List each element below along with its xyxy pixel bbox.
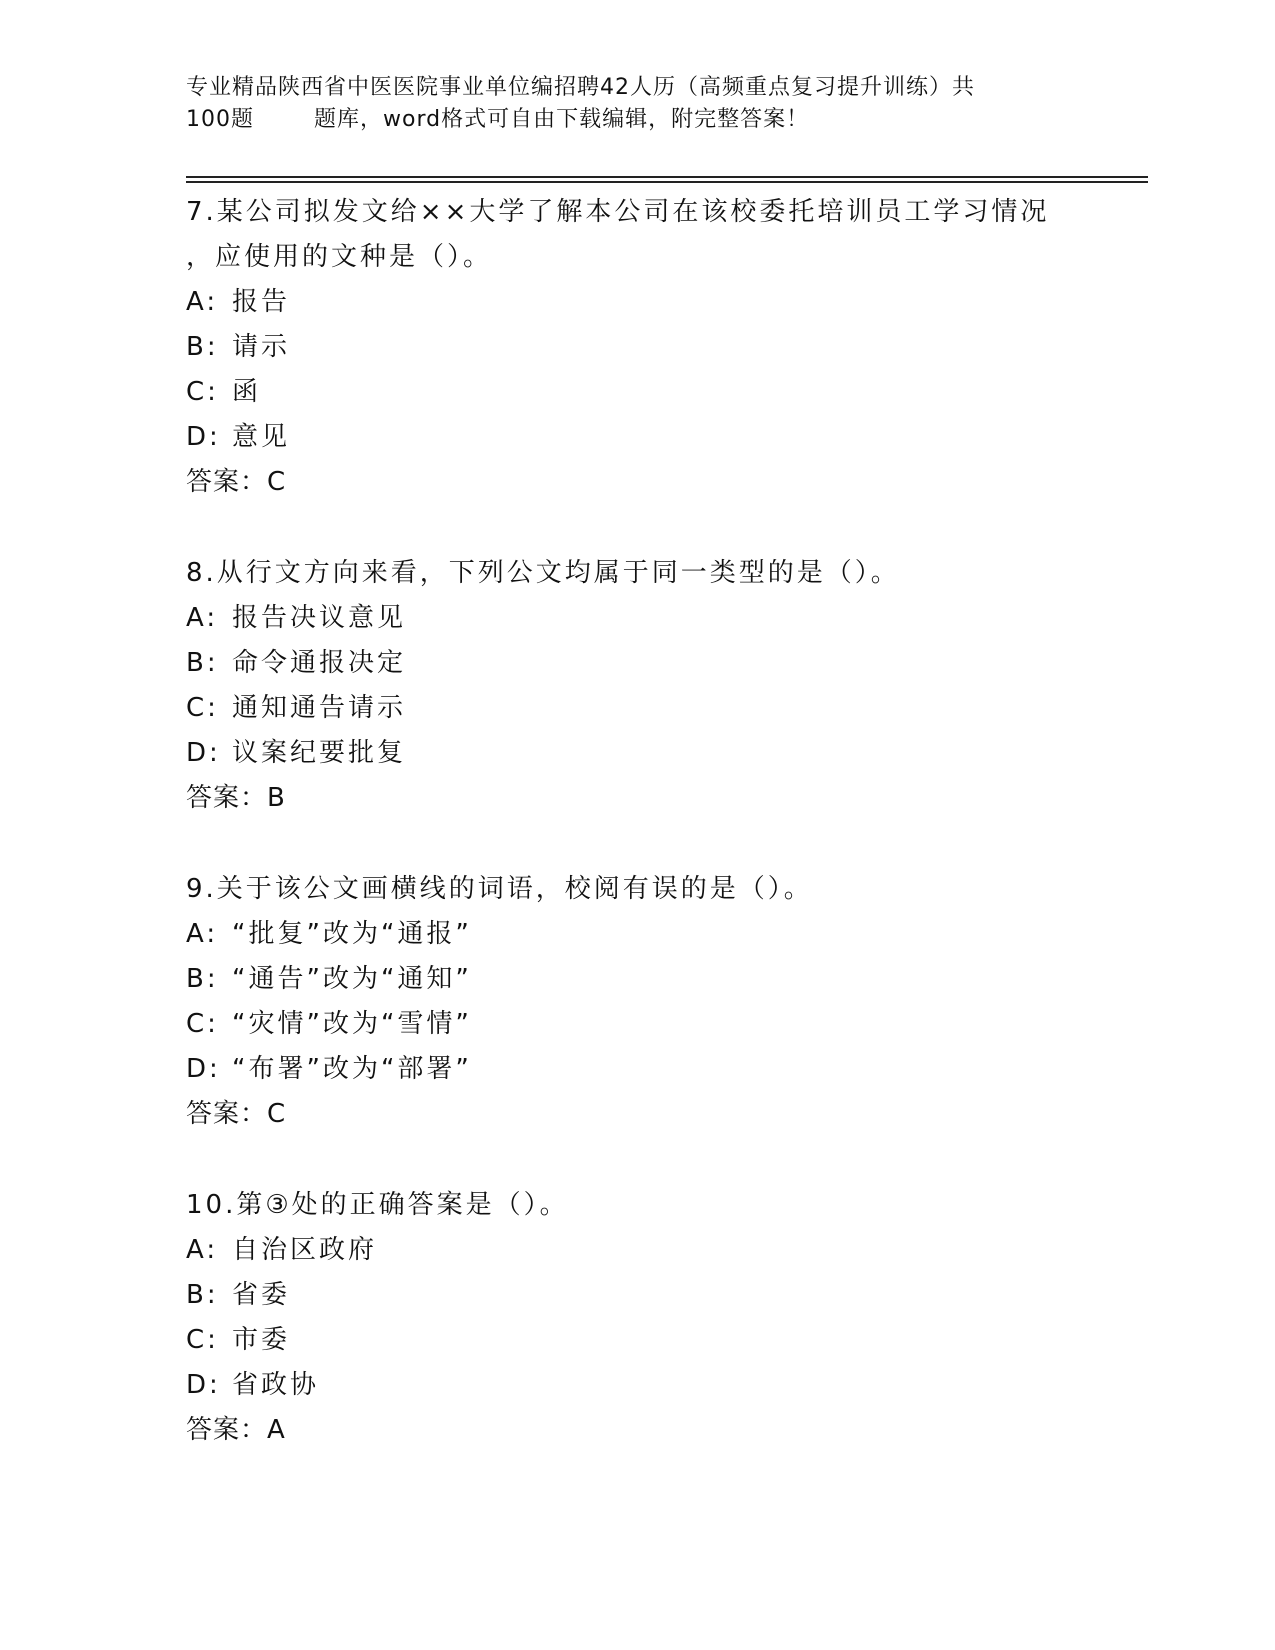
header-question-count: 100题 bbox=[186, 107, 254, 132]
header-divider-top bbox=[186, 176, 1148, 178]
option-text: “通告”改为“通知” bbox=[232, 964, 472, 994]
option-label: C: bbox=[186, 377, 219, 407]
question-title-line-1: 9.关于该公文画横线的词语，校阅有误的是（）。 bbox=[186, 874, 813, 904]
answer: 答案：C bbox=[186, 1099, 287, 1129]
option-c bbox=[186, 1002, 1146, 1047]
option-a bbox=[186, 1228, 1146, 1273]
option-label: D: bbox=[186, 738, 221, 768]
option-label: C: bbox=[186, 1009, 219, 1039]
option-c bbox=[186, 686, 1146, 731]
option-d bbox=[186, 415, 1146, 460]
option-label: A: bbox=[186, 603, 219, 633]
question-title-line-2: ，应使用的文种是（）。 bbox=[186, 242, 493, 272]
question-9 bbox=[186, 867, 1146, 1137]
option-label: A: bbox=[186, 287, 219, 317]
option-label: A: bbox=[186, 1235, 219, 1265]
option-d bbox=[186, 1047, 1146, 1092]
option-a bbox=[186, 912, 1146, 957]
option-label: B: bbox=[186, 1280, 219, 1310]
header-line-2 bbox=[186, 104, 1086, 136]
question-title-line-1: 10.第③处的正确答案是（）。 bbox=[186, 1190, 569, 1220]
option-text: 议案纪要批复 bbox=[232, 738, 407, 768]
question-title bbox=[186, 1183, 1146, 1228]
question-title bbox=[186, 867, 1146, 912]
option-d bbox=[186, 731, 1146, 776]
document-header bbox=[186, 72, 1086, 136]
option-text: 省政协 bbox=[232, 1370, 320, 1400]
option-c bbox=[186, 370, 1146, 415]
question-title-line-1: 8.从行文方向来看，下列公文均属于同一类型的是（）。 bbox=[186, 558, 900, 588]
option-text: 自治区政府 bbox=[232, 1235, 378, 1265]
option-label: C: bbox=[186, 693, 219, 723]
answer: 答案：B bbox=[186, 783, 286, 813]
option-c bbox=[186, 1318, 1146, 1363]
answer: 答案：C bbox=[186, 467, 287, 497]
header-description: 题库，word格式可自由下载编辑，附完整答案！ bbox=[314, 107, 810, 132]
question-8 bbox=[186, 551, 1146, 821]
option-a bbox=[186, 596, 1146, 641]
option-text: “布署”改为“部署” bbox=[232, 1054, 472, 1084]
option-b bbox=[186, 641, 1146, 686]
option-label: D: bbox=[186, 1054, 221, 1084]
question-title bbox=[186, 190, 1146, 280]
option-label: D: bbox=[186, 422, 221, 452]
question-title-line-1: 7.某公司拟发文给××大学了解本公司在该校委托培训员工学习情况 bbox=[186, 197, 1050, 227]
option-text: 函 bbox=[232, 377, 262, 407]
option-b bbox=[186, 957, 1146, 1002]
option-b bbox=[186, 325, 1146, 370]
option-label: B: bbox=[186, 332, 219, 362]
option-label: B: bbox=[186, 648, 219, 678]
option-text: “灾情”改为“雪情” bbox=[232, 1009, 472, 1039]
question-7 bbox=[186, 190, 1146, 505]
option-d bbox=[186, 1363, 1146, 1408]
option-label: D: bbox=[186, 1370, 221, 1400]
option-label: A: bbox=[186, 919, 219, 949]
answer: 答案：A bbox=[186, 1415, 286, 1445]
option-text: 市委 bbox=[232, 1325, 291, 1355]
question-list bbox=[186, 190, 1146, 1499]
option-label: B: bbox=[186, 964, 219, 994]
option-text: 命令通报决定 bbox=[232, 648, 407, 678]
option-text: 省委 bbox=[232, 1280, 291, 1310]
option-a bbox=[186, 280, 1146, 325]
option-b bbox=[186, 1273, 1146, 1318]
option-text: 请示 bbox=[232, 332, 291, 362]
option-text: 报告 bbox=[232, 287, 291, 317]
option-text: 报告决议意见 bbox=[232, 603, 407, 633]
header-line-1: 专业精品陕西省中医医院事业单位编招聘42人历（高频重点复习提升训练）共 bbox=[186, 75, 975, 100]
option-text: 通知通告请示 bbox=[232, 693, 407, 723]
question-10 bbox=[186, 1183, 1146, 1453]
question-title bbox=[186, 551, 1146, 596]
option-text: “批复”改为“通报” bbox=[232, 919, 472, 949]
option-label: C: bbox=[186, 1325, 219, 1355]
header-divider-bottom bbox=[186, 181, 1148, 183]
option-text: 意见 bbox=[232, 422, 291, 452]
